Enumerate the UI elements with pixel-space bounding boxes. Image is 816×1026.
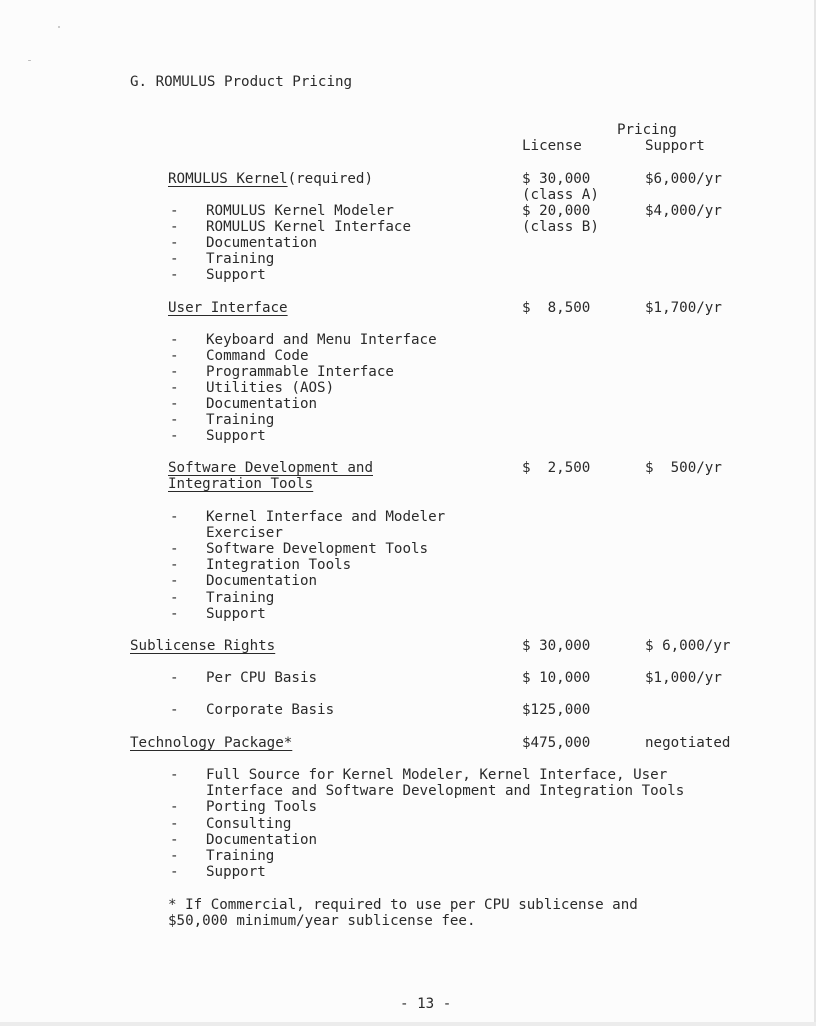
bullet-dash: - (170, 509, 179, 525)
bullet-dash: - (170, 864, 179, 880)
per-cpu-label: Per CPU Basis (206, 670, 318, 686)
kernel-license-a: $ 30,000 (522, 171, 591, 187)
list-item: Kernel Interface and Modeler (206, 509, 446, 525)
kernel-title (168, 171, 373, 187)
bullet-dash: - (170, 848, 179, 864)
page-bottom (0, 1022, 816, 1026)
list-item: Porting Tools (206, 799, 318, 815)
tech-title: Technology Package* (130, 735, 293, 751)
bullet-dash: - (170, 767, 179, 783)
sublicense-license: $ 30,000 (522, 638, 591, 654)
bullet-dash: - (170, 670, 179, 686)
list-item: ROMULUS Kernel Modeler (206, 203, 394, 219)
bullet-dash: - (170, 799, 179, 815)
ui-support: $1,700/yr (645, 300, 722, 316)
kernel-class-b: (class B) (522, 219, 599, 235)
footnote-line1: * If Commercial, required to use per CPU sublicense and (168, 897, 638, 913)
list-item: Training (206, 848, 275, 864)
list-item-continuation: Interface and Software Development and Integration Tools (206, 783, 685, 799)
footnote-line2: $50,000 minimum/year sublicense fee. (168, 913, 476, 929)
list-item: Training (206, 412, 275, 428)
bullet-dash: - (170, 219, 179, 235)
bullet-dash: - (170, 251, 179, 267)
sdk-title-line2: Integration Tools (168, 476, 314, 492)
per-cpu-license: $ 10,000 (522, 670, 591, 686)
bullet-dash: - (170, 557, 179, 573)
list-item: Documentation (206, 235, 318, 251)
bullet-dash: - (170, 702, 179, 718)
bullet-dash: - (170, 267, 179, 283)
bullet-dash: - (170, 396, 179, 412)
list-item: Training (206, 590, 275, 606)
list-item-continuation: Exerciser (206, 525, 283, 541)
bullet-dash: - (170, 573, 179, 589)
list-item: Support (206, 428, 266, 444)
list-item: Software Development Tools (206, 541, 429, 557)
list-item: Documentation (206, 396, 318, 412)
bullet-dash: - (170, 364, 179, 380)
column-header-pricing: Pricing (617, 122, 677, 138)
bullet-dash: - (170, 541, 179, 557)
list-item: Command Code (206, 348, 309, 364)
bullet-dash: - (170, 428, 179, 444)
kernel-license-b: $ 20,000 (522, 203, 591, 219)
kernel-support-a: $6,000/yr (645, 171, 722, 187)
scan-speck (28, 60, 31, 61)
list-item: ROMULUS Kernel Interface (206, 219, 411, 235)
section-heading: G. ROMULUS Product Pricing (130, 74, 353, 90)
column-header-support: Support (645, 138, 705, 154)
bullet-dash: - (170, 606, 179, 622)
list-item: Keyboard and Menu Interface (206, 332, 437, 348)
list-item: Utilities (AOS) (206, 380, 335, 396)
list-item: Consulting (206, 816, 292, 832)
corporate-license: $125,000 (522, 702, 591, 718)
per-cpu-support: $1,000/yr (645, 670, 722, 686)
list-item: Support (206, 606, 266, 622)
list-item: Training (206, 251, 275, 267)
sublicense-title: Sublicense Rights (130, 638, 276, 654)
bullet-dash: - (170, 380, 179, 396)
bullet-dash: - (170, 590, 179, 606)
list-item: Programmable Interface (206, 364, 394, 380)
sdk-support: $ 500/yr (645, 460, 722, 476)
bullet-dash: - (170, 816, 179, 832)
kernel-name: ROMULUS Kernel (168, 171, 288, 187)
sdk-license: $ 2,500 (522, 460, 591, 476)
list-item: Documentation (206, 832, 318, 848)
bullet-dash: - (170, 348, 179, 364)
sdk-title-line1: Software Development and (168, 460, 373, 476)
list-item: Integration Tools (206, 557, 352, 573)
corporate-label: Corporate Basis (206, 702, 335, 718)
sublicense-support: $ 6,000/yr (645, 638, 731, 654)
ui-title: User Interface (168, 300, 288, 316)
kernel-class-a: (class A) (522, 187, 599, 203)
bullet-dash: - (170, 332, 179, 348)
bullet-dash: - (170, 235, 179, 251)
bullet-dash: - (170, 832, 179, 848)
kernel-support-b: $4,000/yr (645, 203, 722, 219)
column-header-license: License (522, 138, 582, 154)
scan-speck (58, 26, 60, 28)
list-item: Support (206, 864, 266, 880)
kernel-suffix: (required) (287, 171, 374, 187)
tech-license: $475,000 (522, 735, 591, 751)
page-number: - 13 - (400, 996, 452, 1012)
tech-support: negotiated (645, 735, 731, 751)
bullet-dash: - (170, 203, 179, 219)
list-item: Documentation (206, 573, 318, 589)
list-item: Support (206, 267, 266, 283)
list-item: Full Source for Kernel Modeler, Kernel Interface, User (206, 767, 668, 783)
ui-license: $ 8,500 (522, 300, 591, 316)
bullet-dash: - (170, 412, 179, 428)
